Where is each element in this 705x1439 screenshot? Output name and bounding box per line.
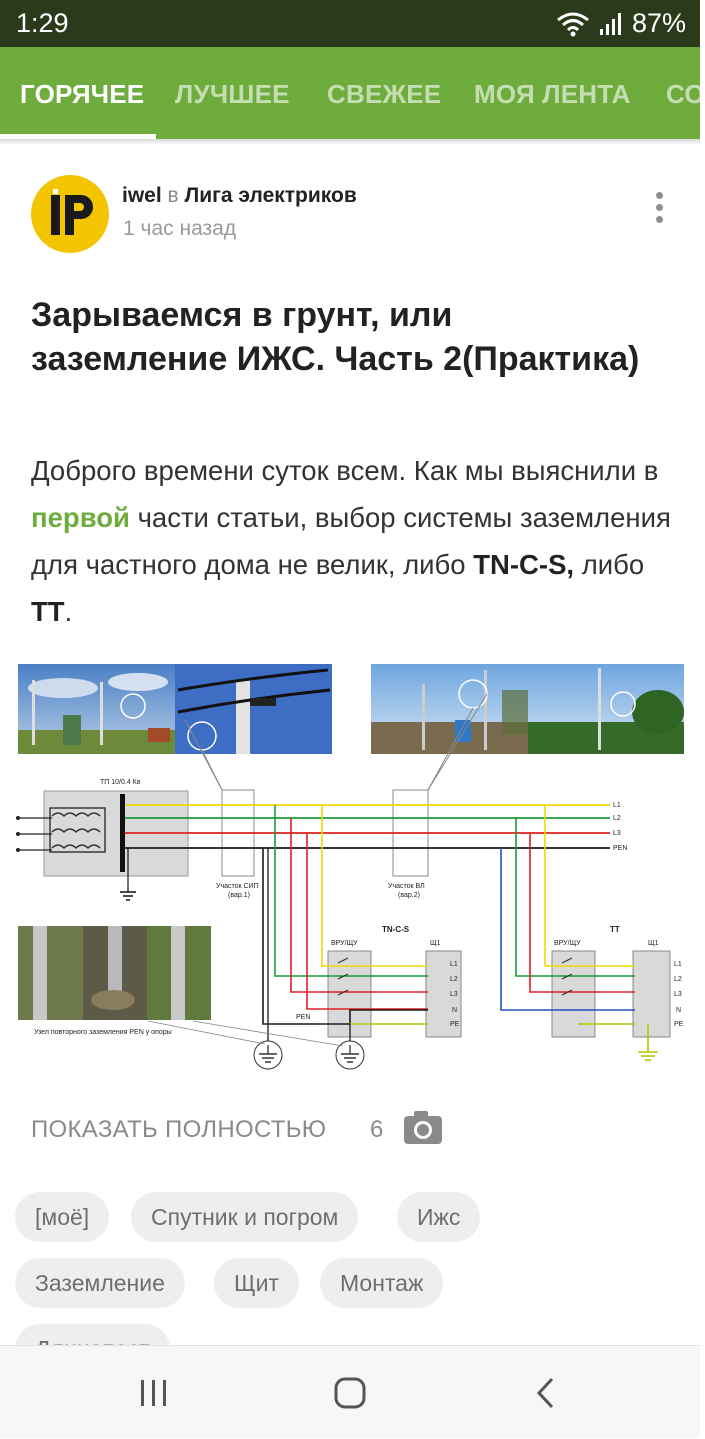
body-bold-tt: TT	[31, 596, 65, 627]
photo-substation	[18, 664, 175, 754]
bus-label-l1: L1	[613, 802, 621, 809]
tp-label: ТП 10/0.4 Кв	[100, 779, 141, 786]
electric-logo-icon	[31, 175, 109, 253]
recent-apps-icon[interactable]	[114, 1346, 194, 1439]
community-avatar[interactable]	[31, 175, 109, 253]
sip-var-label: (вар.1)	[228, 892, 250, 899]
tt-panel-l3: L3	[674, 991, 682, 998]
tncs-branch	[254, 805, 461, 1069]
sip-label: Участок СИП	[216, 883, 259, 890]
body-text-4: .	[64, 596, 73, 627]
wifi-icon	[556, 11, 590, 37]
tncs-label: TN-C-S	[382, 925, 410, 934]
ground-symbol-1	[254, 1041, 282, 1069]
bus-label-l2: L2	[613, 815, 621, 822]
post-body	[31, 447, 681, 635]
tncs-panel-l1: L1	[450, 961, 458, 968]
tncs-panel-n: N	[452, 1007, 458, 1014]
body-text-1: Доброго времени суток всем. Как мы выяснили в	[31, 455, 659, 486]
photo-sip-pole	[175, 664, 332, 754]
bus-label-pen: PEN	[613, 845, 628, 852]
tt-panel-l1: L1	[674, 961, 682, 968]
tab-hot[interactable]: ГОРЯЧЕЕ	[20, 79, 145, 109]
tt-panel-pe: PE	[674, 1021, 684, 1028]
home-icon[interactable]	[310, 1346, 390, 1439]
photo-pen-grounding	[18, 926, 211, 1020]
grounding-diagram[interactable]	[18, 660, 684, 1072]
battery-level: 87%	[631, 8, 686, 38]
photo-overhead-line	[371, 664, 528, 754]
tag-item[interactable]: Заземление	[15, 1258, 185, 1308]
feed-tabs	[0, 47, 705, 139]
tag-item[interactable]: Ижс	[397, 1192, 480, 1242]
photo-caption: Узел повторного заземления PEN у опоры	[34, 1029, 172, 1036]
tab-best[interactable]: ЛУЧШЕЕ	[175, 79, 290, 109]
tab-my-feed[interactable]: МОЯ ЛЕНТА	[474, 79, 631, 109]
post-time: 1 час назад	[123, 217, 237, 240]
system-nav-bar	[0, 1345, 700, 1438]
tncs-vru-label: ВРУ/ЩУ	[331, 940, 358, 947]
tab-communities[interactable]: СО	[666, 79, 705, 109]
tt-sh1-label: Щ1	[648, 940, 659, 947]
show-full-button[interactable]: ПОКАЗАТЬ ПОЛНОСТЬЮ	[31, 1116, 327, 1143]
pen-label: PEN	[296, 1014, 311, 1021]
tt-panel-l2: L2	[674, 976, 682, 983]
tag-item[interactable]: Монтаж	[320, 1258, 443, 1308]
tncs-sh1-label: Щ1	[430, 940, 441, 947]
vl-var-label: (вар.2)	[398, 892, 420, 899]
tt-label: TT	[610, 925, 620, 934]
vl-label: Участок ВЛ	[388, 883, 425, 890]
bus-label-l3: L3	[613, 830, 621, 837]
main-bus	[125, 805, 610, 848]
signal-icon	[598, 11, 624, 37]
photo-count: 6	[370, 1116, 384, 1143]
back-icon[interactable]	[506, 1346, 586, 1439]
tt-branch	[501, 805, 684, 1060]
status-icons	[556, 8, 686, 39]
community-name[interactable]: Лига электриков	[184, 184, 357, 207]
photo-tt-line	[528, 664, 684, 754]
tag-item[interactable]: [моё]	[15, 1192, 109, 1242]
status-bar	[0, 0, 700, 47]
post-title[interactable]: Зарываемся в грунт, или заземление ИЖС. Часть 2(Практика)	[31, 296, 640, 378]
body-bold-tncs: TN-C-S,	[473, 549, 575, 580]
tncs-panel-l2: L2	[450, 976, 458, 983]
camera-icon	[403, 1110, 443, 1146]
tt-panel-n: N	[676, 1007, 682, 1014]
author-name[interactable]: iwel	[122, 184, 162, 207]
tncs-panel-l3: L3	[450, 991, 458, 998]
tncs-panel-pe: PE	[450, 1021, 460, 1028]
tag-item[interactable]: Спутник и погром	[131, 1192, 358, 1242]
tabs-shadow	[0, 139, 700, 145]
transformer-tp	[16, 779, 188, 900]
tab-fresh[interactable]: СВЕЖЕЕ	[327, 79, 442, 109]
body-text-2: части статьи, выбор системы заземления для частного дома не велик, либо	[31, 502, 671, 580]
first-part-link[interactable]: первой	[31, 502, 130, 533]
tag-item[interactable]: Щит	[214, 1258, 299, 1308]
body-text-3: либо	[574, 549, 645, 580]
tt-vru-label: ВРУ/ЩУ	[554, 940, 581, 947]
in-word: в	[167, 184, 179, 207]
more-options-icon[interactable]	[648, 192, 670, 228]
status-time: 1:29	[16, 8, 69, 38]
post-author-line	[122, 184, 357, 208]
